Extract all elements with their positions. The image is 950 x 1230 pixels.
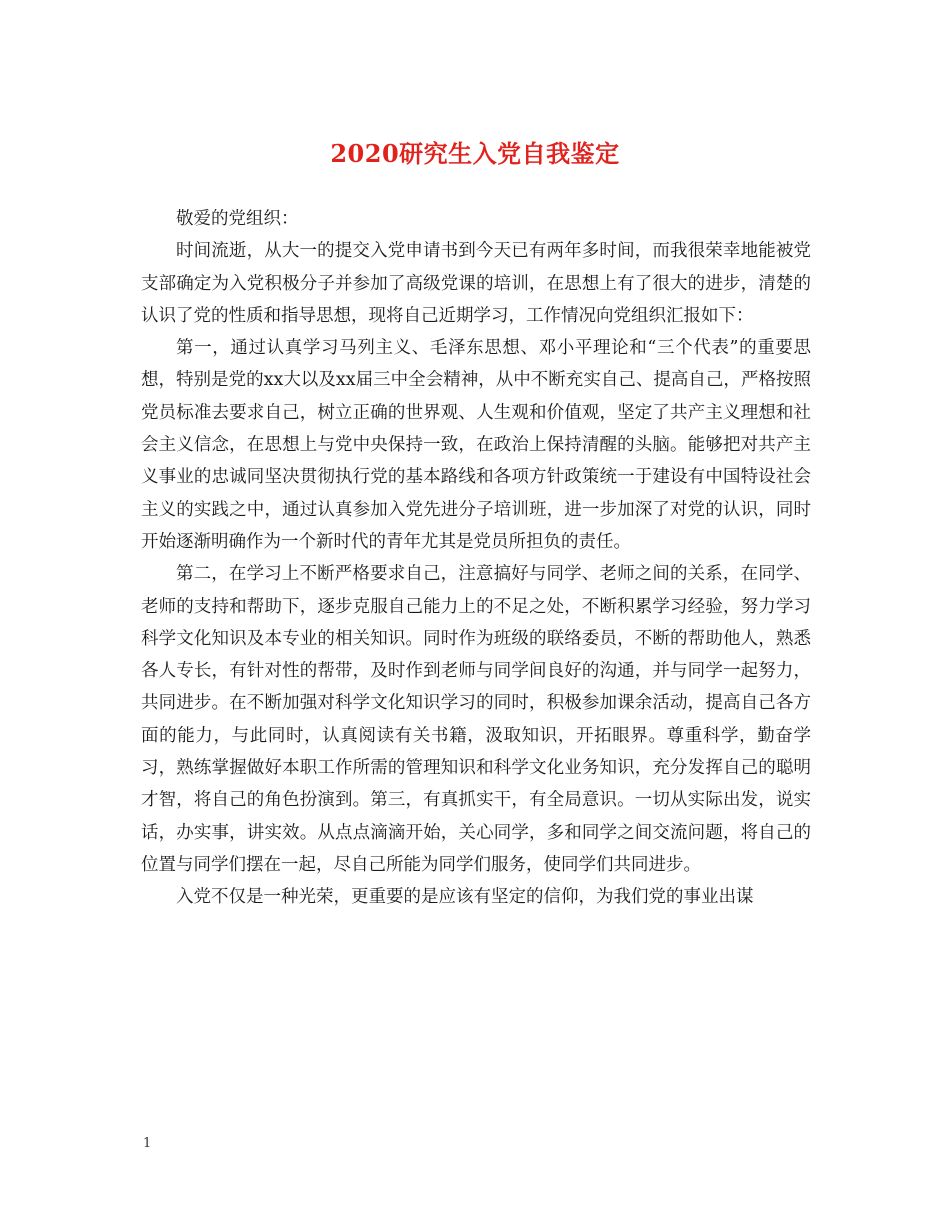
paragraph-3: 第二，在学习上不断严格要求自己，注意搞好与同学、老师之间的关系，在同学、老师的支持和帮助下，逐步克服自己能力上的不足之处，不断积累学习经验，努力学习科学文化知识及本专业的相关知识。同时作为班级的联络委员，不断的帮助他人，熟悉各人专长，有针对性的帮带，及时作到老师与同学间良好的沟通，并与同学一起努力，共同进步。在不断加强对科学文化知识学习的同时，积极参加课余活动，提高自己各方面的能力，与此同时，认真阅读有关书籍，汲取知识，开拓眼界。尊重科学，勤奋学习，熟练掌握做好本职工作所需的管理知识和科学文化业务知识，充分发挥自己的聪明才智，将自己的角色扮演到。第三，有真抓实干，有全局意识。一切从实际出发，说实话，办实事，讲实效。从点点滴滴开始，关心同学，多和同学之间交流问题，将自己的位置与同学们摆在一起，尽自己所能为同学们服务，使同学们共同进步。 <box>141 564 811 875</box>
document-title: 2020研究生入党自我鉴定 <box>330 139 620 168</box>
paragraph-4: 入党不仅是一种光荣，更重要的是应该有坚定的信仰，为我们党的事业出谋 <box>176 887 754 908</box>
document-body <box>141 203 811 914</box>
paragraph-1: 时间流逝，从大一的提交入党申请书到今天已有两年多时间，而我很荣幸地能被党支部确定为入党积极分子并参加了高级党课的培训，在思想上有了很大的进步，清楚的认识了党的性质和指导思想，现将自己近期学习，工作情况向党组织汇报如下： <box>141 241 811 326</box>
salutation: 敬爱的党组织： <box>176 209 299 229</box>
page-number: 1 <box>143 1136 152 1151</box>
paragraph-2: 第一，通过认真学习马列主义、毛泽东思想、邓小平理论和“三个代表”的重要思想，特别是党的xx大以及xx届三中全会精神，从中不断充实自己、提高自己，严格按照党员标准去要求自己，树立正确的世界观、人生观和价值观，坚定了共产主义理想和社会主义信念，在思想上与党中央保持一致，在政治上保持清醒的头脑。能够把对共产主义事业的忠诚同坚决贯彻执行党的基本路线和各项方针政策统一于建设有中国特设社会主义的实践之中，通过认真参加入党先进分子培训班，进一步加深了对党的认识，同时开始逐渐明确作为一个新时代的青年尤其是党员所担负的责任。 <box>141 338 811 552</box>
